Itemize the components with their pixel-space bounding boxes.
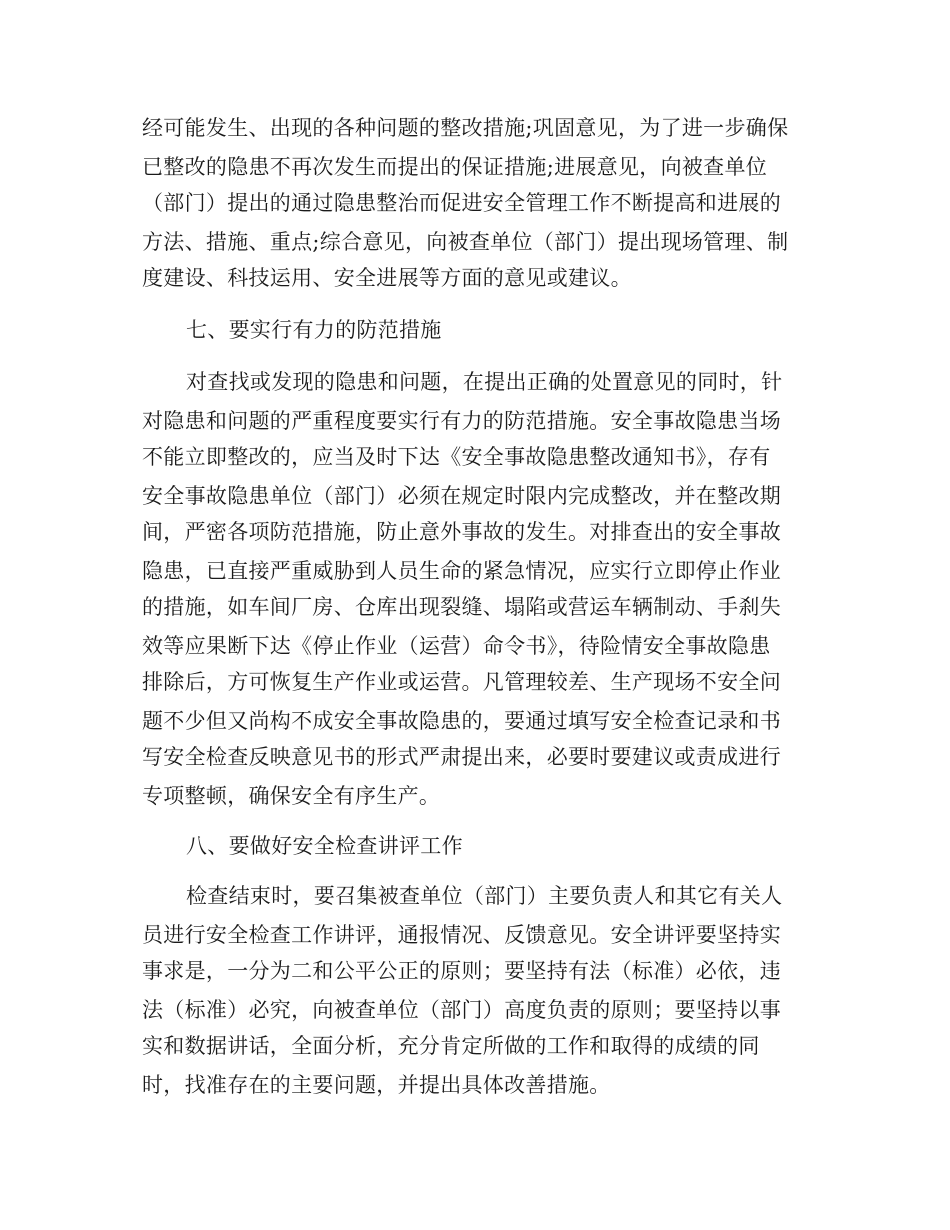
paragraph-1-line-2: 已整改的隐患不再次发生而提出的保证措施;进展意见，向被查单位 — [142, 155, 768, 179]
paragraph-3-line-1: 对查找或发现的隐患和问题，在提出正确的处置意见的同时，针 — [186, 370, 783, 394]
paragraph-1-line-1: 经可能发生、出现的各种问题的整改措施;巩固意见，为了进一步确保 — [142, 116, 789, 140]
paragraph-3-line-6: 隐患，已直接严重威胁到人员生命的紧急情况，应实行立即停止作业 — [142, 559, 781, 583]
paragraph-3-line-8: 效等应果断下达《停止作业（运营）命令书》，待险情安全事故隐患 — [142, 634, 771, 658]
paragraph-1-line-5: 度建设、科技运用、安全进展等方面的意见或建议。 — [142, 266, 632, 290]
paragraph-3-line-9: 排除后，方可恢复生产作业或运营。凡管理较差、生产现场不安全问 — [142, 670, 781, 694]
paragraph-5-line-2: 员进行安全检查工作讲评，通报情况、反馈意见。安全讲评要坚持实 — [142, 923, 781, 947]
section-heading-8: 八、要做好安全检查讲评工作 — [186, 834, 463, 858]
paragraph-3-line-10: 题不少但又尚构不成安全事故隐患的，要通过填写安全检查记录和书 — [142, 709, 781, 733]
paragraph-3-line-4: 安全事故隐患单位（部门）必须在规定时限内完成整改，并在整改期 — [142, 484, 781, 508]
paragraph-3-line-12: 专项整顿，确保安全有序生产。 — [142, 784, 441, 808]
paragraph-3-line-3: 不能立即整改的，应当及时下达《安全事故隐患整改通知书》，存有 — [142, 445, 771, 469]
paragraph-3-line-5: 间，严密各项防范措施，防止意外事故的发生。对排查出的安全事故 — [142, 520, 781, 544]
paragraph-3-line-7: 的措施，如车间厂房、仓库出现裂缝、塌陷或营运车辆制动、手刹失 — [142, 595, 781, 619]
paragraph-1-line-3: （部门）提出的通过隐患整治而促进安全管理工作不断提高和进展的 — [142, 191, 781, 215]
paragraph-3-line-11: 写安全检查反映意见书的形式严肃提出来，必要时要建议或责成进行 — [142, 745, 781, 769]
paragraph-5-line-3: 事求是，一分为二和公平公正的原则；要坚持有法（标准）必依，违 — [142, 959, 781, 983]
paragraph-5-line-4: 法（标准）必究，向被查单位（部门）高度负责的原则；要坚持以事 — [142, 998, 781, 1022]
paragraph-1-line-4: 方法、措施、重点;综合意见，向被查单位（部门）提出现场管理、制 — [142, 230, 789, 254]
section-heading-7: 七、要实行有力的防范措施 — [186, 318, 442, 342]
paragraph-3-line-2: 对隐患和问题的严重程度要实行有力的防范措施。安全事故隐患当场 — [142, 409, 781, 433]
paragraph-5-line-5: 实和数据讲话，全面分析，充分肯定所做的工作和取得的成绩的同 — [142, 1034, 760, 1058]
paragraph-5-line-1: 检查结束时，要召集被查单位（部门）主要负责人和其它有关人 — [186, 884, 783, 908]
paragraph-5-line-6: 时，找准存在的主要问题，并提出具体改善措施。 — [142, 1073, 611, 1097]
